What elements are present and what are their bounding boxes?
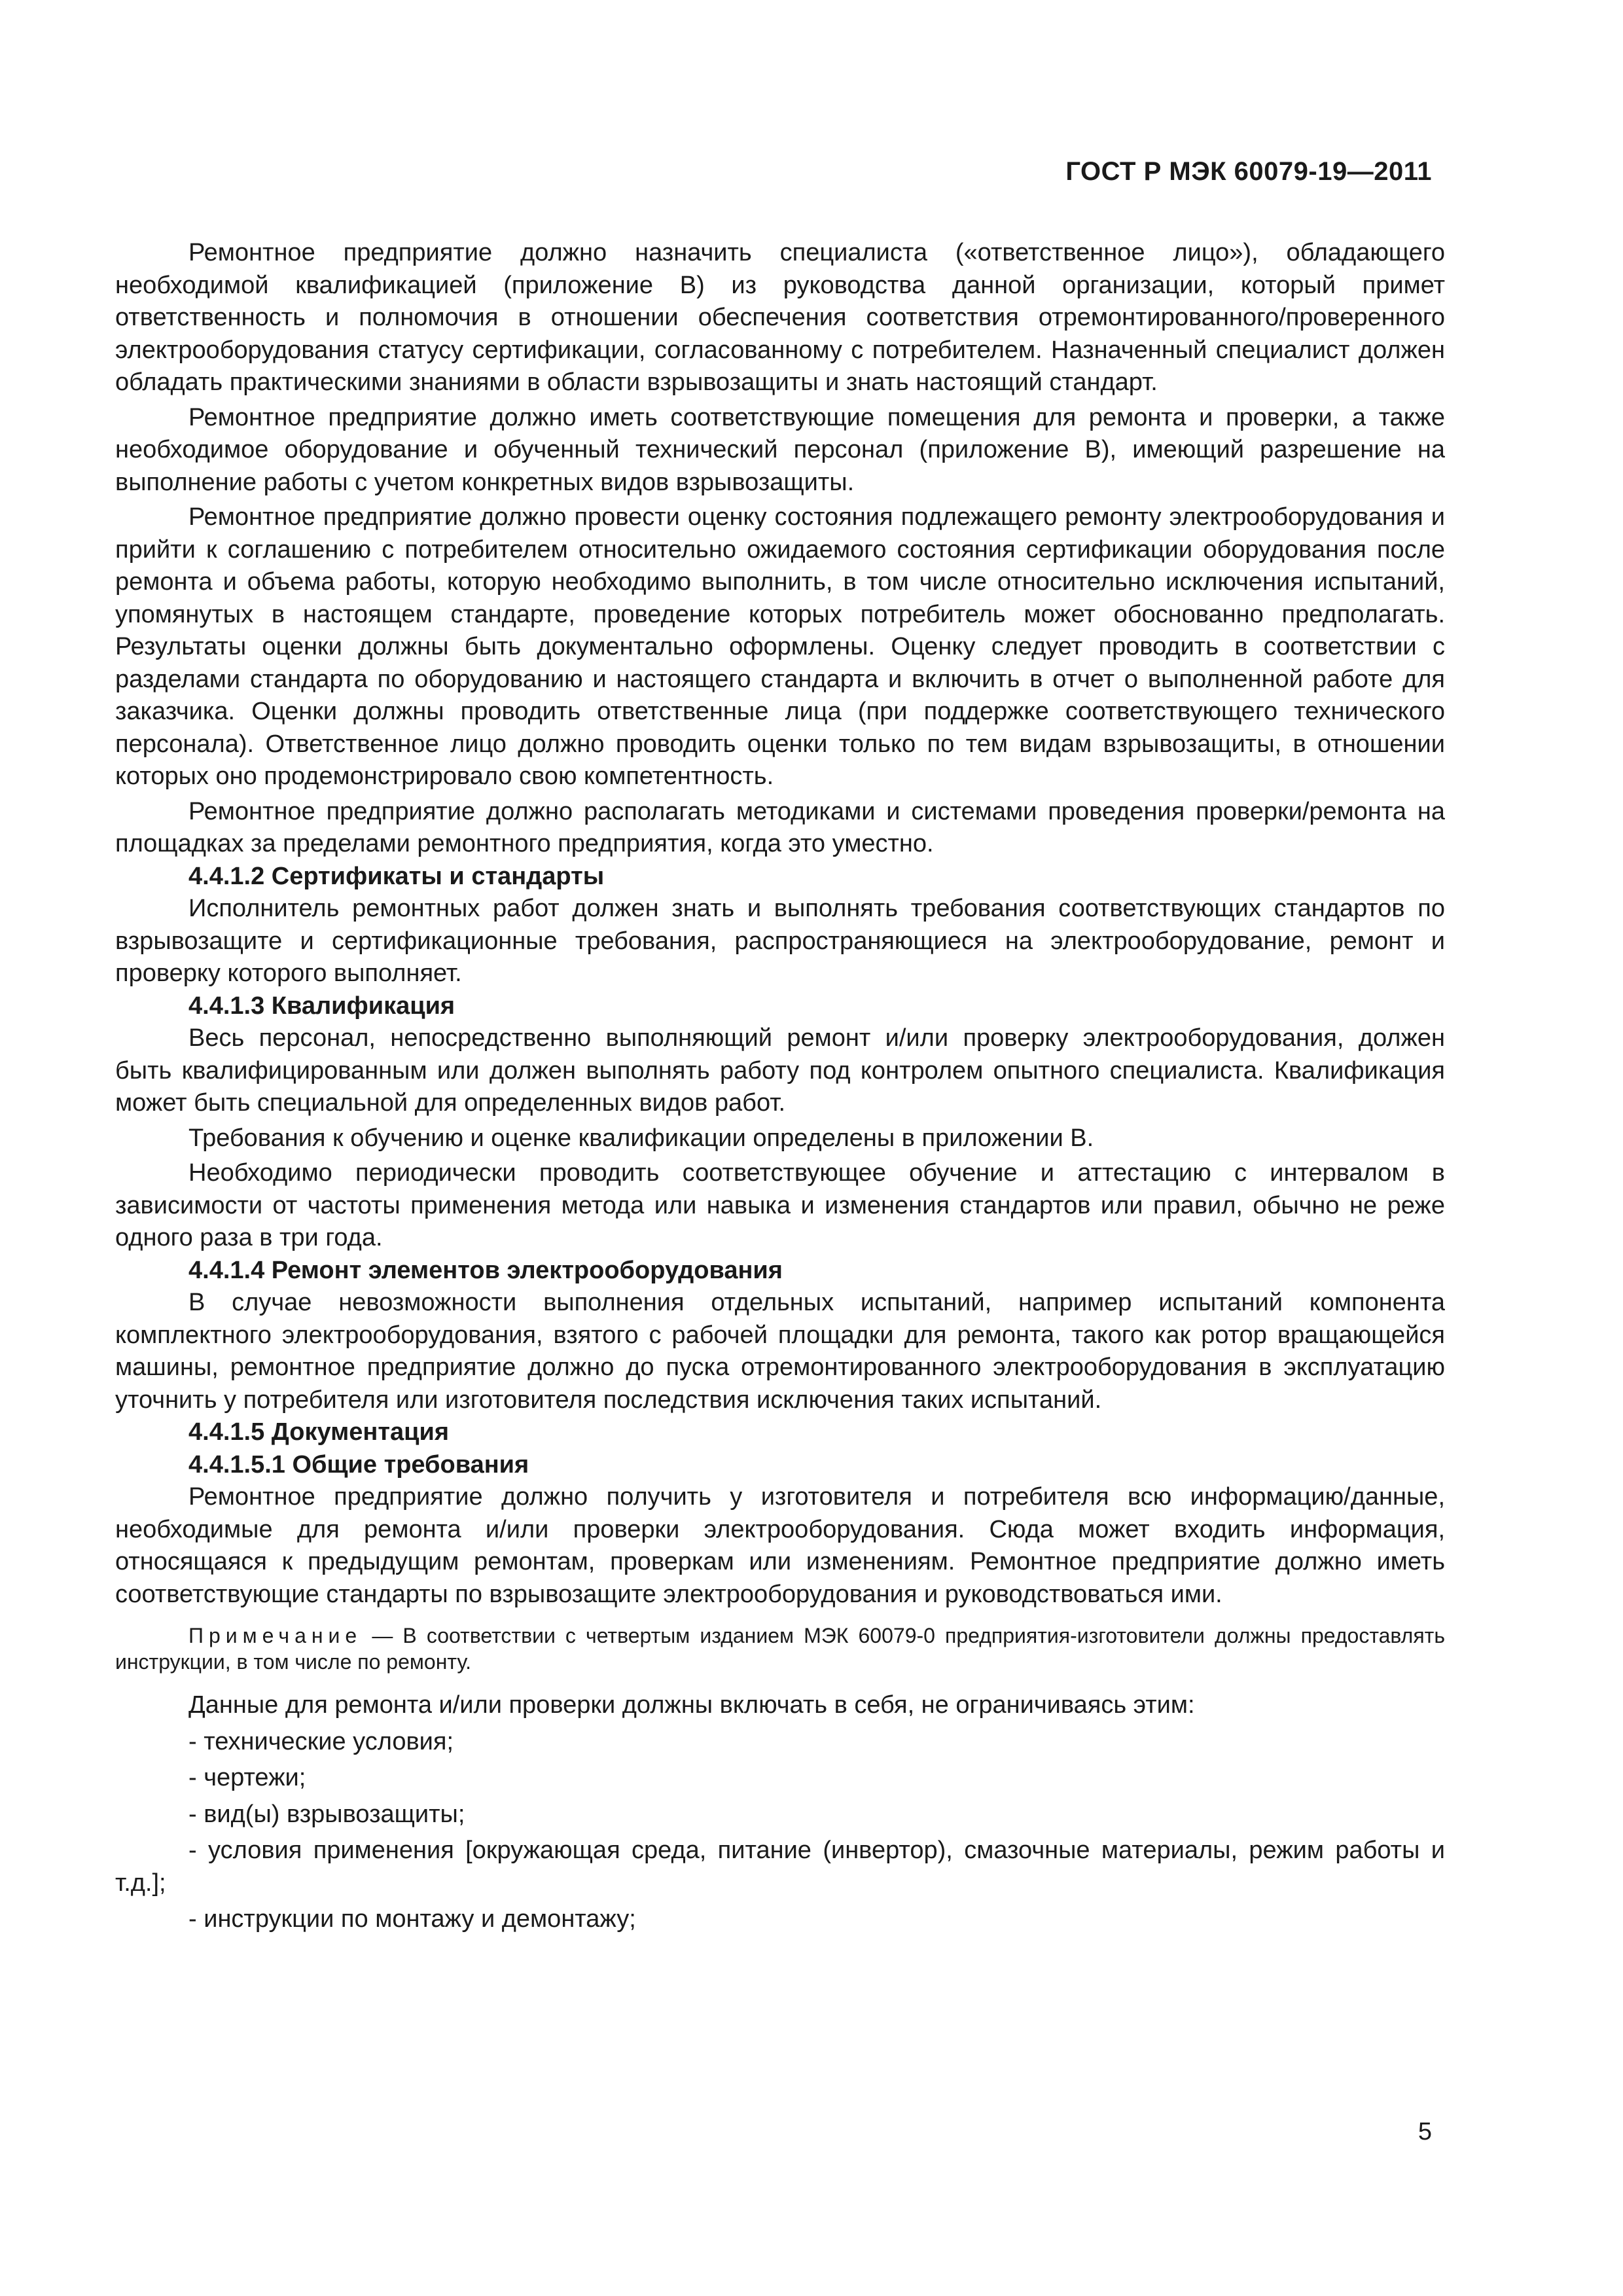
section-heading-4412: 4.4.1.2 Сертификаты и стандарты bbox=[188, 862, 605, 890]
section-heading-4414: 4.4.1.4 Ремонт элементов электрооборудования bbox=[188, 1256, 783, 1284]
paragraph: Исполнитель ремонтных работ должен знать и выполнять требования соответствующих стандартов по взрывозащите и сертификационные требования, распространяющиеся на электрооборудование, ремонт и проверку которого выполняет. bbox=[115, 895, 1445, 987]
note-label: Примечание bbox=[188, 1624, 363, 1647]
paragraph: Данные для ремонта и/или проверки должны включать в себя, не ограничиваясь этим: bbox=[188, 1691, 1195, 1719]
data-requirements-list bbox=[115, 1726, 1445, 1936]
document-body bbox=[115, 237, 1445, 1936]
paragraph: Требования к обучению и оценке квалификации определены в приложении В. bbox=[188, 1124, 1094, 1152]
paragraph: Весь персонал, непосредственно выполняющий ремонт и/или проверку электрооборудования, должен быть квалифицированным или должен выполнять работу под контролем опытного специалиста. Квалификация может быть специальной для определенных видов работ. bbox=[115, 1024, 1445, 1117]
list-item: - чертежи; bbox=[188, 1764, 306, 1791]
note-block bbox=[115, 1623, 1445, 1675]
paragraph: В случае невозможности выполнения отдельных испытаний, например испытаний компонента комплектного электрооборудования, взятого с рабочей площадки для ремонта, такого как ротор вращающейся машины, ремонтное предприятие должно до пуска отремонтированного электрооборудования в эксплуатацию уточнить у потребителя или изготовителя последствия исключения таких испытаний. bbox=[115, 1289, 1445, 1414]
note-text: — В соответствии с четвертым изданием МЭК 60079-0 предприятия-изготовители должны предоставлять инструкции, в том числе по ремонту. bbox=[115, 1624, 1445, 1674]
paragraph: Ремонтное предприятие должно провести оценку состояния подлежащего ремонту электрооборудования и прийти к соглашению с потребителем относительно ожидаемого состояния сертификации оборудования после ремонта и объема работы, которую необходимо выполнить, в том числе относительно исключения испытаний, упомянутых в настоящем стандарте, проведение которых потребитель может обоснованно предполагать. Результаты оценки должны быть документально оформлены. Оценку следует проводить в соответствии с разделами стандарта по оборудованию и настоящего стандарта и включить в отчет о выполненной работе для заказчика. Оценки должны проводить ответственные лица (при поддержке соответствующего технического персонала). Ответственное лицо должно проводить оценки только по тем видам взрывозащиты, в отношении которых оно продемонстрировало свою компетентность. bbox=[115, 503, 1445, 790]
section-heading-4413: 4.4.1.3 Квалификация bbox=[188, 992, 455, 1020]
paragraph: Ремонтное предприятие должно располагать методиками и системами проведения проверки/ремонта на площадках за пределами ремонтного предприятия, когда это уместно. bbox=[115, 797, 1445, 857]
paragraph: Ремонтное предприятие должно назначить специалиста («ответственное лицо»), обладающего необходимой квалификацией (приложение В) из руководства данной организации, который примет ответственность и полномочия в отношении обеспечения соответствия отремонтированного/проверенного электрооборудования статусу сертификации, согласованному с потребителем. Назначенный специалист должен обладать практическими знаниями в области взрывозащиты и знать настоящий стандарт. bbox=[115, 239, 1445, 396]
paragraph: Ремонтное предприятие должно получить у изготовителя и потребителя всю информацию/данные, необходимые для ремонта и/или проверки электрооборудования. Сюда может входить информация, относящаяся к предыдущим ремонтам, проверкам или изменениям. Ремонтное предприятие должно иметь соответствующие стандарты по взрывозащите электрооборудования и руководствоваться ими. bbox=[115, 1483, 1445, 1608]
list-item: - инструкции по монтажу и демонтажу; bbox=[188, 1905, 636, 1933]
paragraph: Необходимо периодически проводить соответствующее обучение и аттестацию с интервалом в зависимости от частоты применения метода или навыка и изменения стандартов или правил, обычно не реже одного раза в три года. bbox=[115, 1159, 1445, 1251]
paragraph: Ремонтное предприятие должно иметь соответствующие помещения для ремонта и проверки, а также необходимое оборудование и обученный технический персонал (приложение В), имеющий разрешение на выполнение работы с учетом конкретных видов взрывозащиты. bbox=[115, 403, 1445, 496]
list-item: - вид(ы) взрывозащиты; bbox=[188, 1800, 465, 1828]
page-number: 5 bbox=[1418, 2118, 1432, 2145]
list-item: - условия применения [окружающая среда, питание (инвертор), смазочные материалы, режим работы и т.д.]; bbox=[115, 1837, 1445, 1897]
section-heading-4415: 4.4.1.5 Документация bbox=[188, 1418, 449, 1446]
section-heading-44151: 4.4.1.5.1 Общие требования bbox=[188, 1450, 529, 1479]
list-item: - технические условия; bbox=[188, 1727, 454, 1755]
document-standard-id: ГОСТ Р МЭК 60079-19—2011 bbox=[1065, 157, 1432, 186]
